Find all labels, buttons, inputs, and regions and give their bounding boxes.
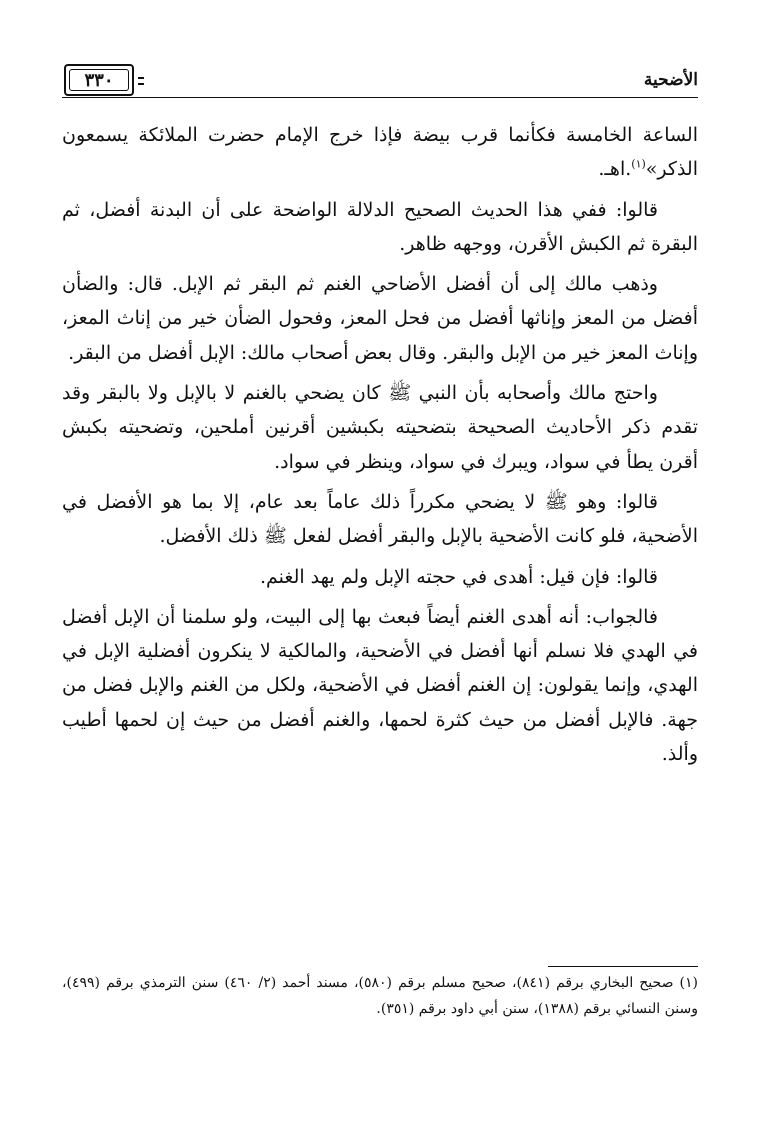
page-number-rule: [138, 77, 144, 79]
paragraph: فالجواب: أنه أهدى الغنم أيضاً فبعث بها إلى البيت، ولو سلمنا أن الإبل أفضل في الهدي فلا نسلم أنها أفضل في الأضحية، والمالكية لا ينكرون أفضلية الإبل في الهدي، وإنما يقولون: إن الغنم أفضل في الأضحية، ولكل من الغنم والإبل فضل من جهة. فالإبل أفضل من حيث كثرة لحمها، والغنم أفضل من حيث إن لحمها أطيب وألذ.: [62, 605, 698, 766]
footnote-marker: (١): [679, 975, 699, 991]
paragraph: قالوا: ففي هذا الحديث الصحيح الدلالة الواضحة على أن البدنة أفضل، ثم البقرة ثم الكبش الأقرن، ووجهه ظاهر.: [62, 198, 698, 255]
paragraph: قالوا: وهو ﷺ لا يضحي مكرراً ذلك عاماً بعد عام، إلا بما هو الأفضل في الأضحية، فلو كانت الأضحية بالإبل والبقر أفضل لفعل ﷺ ذلك الأفضل.: [62, 490, 698, 548]
paragraph: [62, 118, 698, 187]
header-rule: [62, 97, 698, 98]
paragraph: قالوا: فإن قيل: أهدى في حجته الإبل ولم يهد الغنم.: [259, 565, 658, 588]
page-number-rule: [138, 83, 144, 85]
footnote: [62, 970, 698, 1022]
paragraph-text: الساعة الخامسة فكأنما قرب بيضة فإذا خرج الإمام حضرت الملائكة يسمعون الذكر»: [62, 124, 698, 181]
page-header: [62, 62, 698, 106]
page-number: ٣٣٠: [69, 69, 129, 91]
paragraph: وذهب مالك إلى أن أفضل الأضاحي الغنم ثم البقر ثم الإبل. قال: والضأن أفضل من المعز وإناثها أفضل من فحل المعز، وفحول الضأن خير من إناث المعز، وإناث المعز خير من الإبل والبقر. وقال بعض أصحاب مالك: الإبل أفضل من البقر.: [62, 273, 698, 364]
page-number-box: [64, 64, 134, 96]
footnote-reference[interactable]: (١): [631, 157, 646, 171]
footnote-separator: [548, 966, 698, 967]
footnotes: [62, 970, 698, 1022]
paragraph-text: .اهـ.: [598, 158, 632, 181]
running-title: الأضحية: [643, 70, 698, 90]
main-text: [62, 118, 698, 771]
paragraph: واحتج مالك وأصحابه بأن النبي ﷺ كان يضحي بالغنم لا بالإبل ولا بالبقر وقد تقدم ذكر الأحاديث الصحيحة بتضحيته بكبشين أقرنين أملحين، وتضحيته بكبش أقرن يطأ في سواد، ويبرك في سواد، وينظر في سواد.: [62, 382, 698, 473]
footnote-text: صحيح البخاري برقم (٨٤١)، صحيح مسلم برقم (٥٨٠)، مسند أحمد (٢/ ٤٦٠) سنن الترمذي برقم (٤٩٩)، وسنن النسائي برقم (١٣٨٨)، سنن أبي داود برقم (٣٥١).: [62, 975, 698, 1017]
